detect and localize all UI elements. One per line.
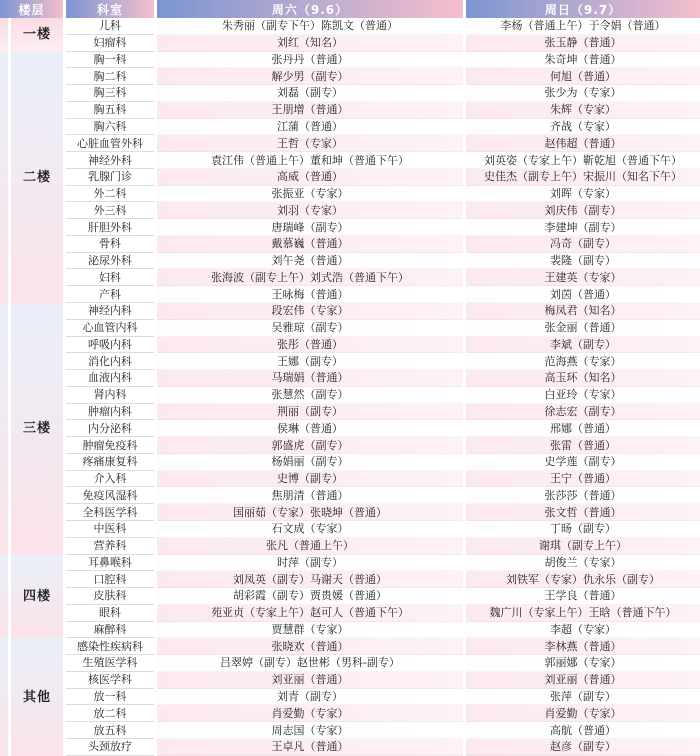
sunday-schedule-cell: 李林燕（普通） xyxy=(466,638,700,655)
saturday-schedule-cell: 刘磊（副专） xyxy=(157,85,463,102)
sunday-schedule-cell: 刘亚丽（普通） xyxy=(466,672,700,689)
sunday-schedule-cell: 朱奇坤（普通） xyxy=(466,52,700,69)
department-cell: 肝胆外科 xyxy=(66,219,154,236)
department-cell: 口腔科 xyxy=(66,571,154,588)
sunday-schedule-cell: 刘英姿（专家上午）靳乾旭（普通下午） xyxy=(466,152,700,169)
department-cell: 胸五科 xyxy=(66,102,154,119)
saturday-schedule-cell: 时萍（副专） xyxy=(157,555,463,572)
sunday-schedule-cell: 张文哲（普通） xyxy=(466,504,700,521)
sunday-schedule-cell: 朱辉（专家） xyxy=(466,102,700,119)
department-cell: 泌尿外科 xyxy=(66,253,154,270)
saturday-schedule-cell: 江蒲（普通） xyxy=(157,119,463,136)
saturday-schedule-cell: 吴雅琼（副专） xyxy=(157,320,463,337)
saturday-schedule-cell: 刘羽（专家） xyxy=(157,202,463,219)
department-cell: 消化内科 xyxy=(66,353,154,370)
sunday-schedule-cell: 白亚玲（专家） xyxy=(466,387,700,404)
saturday-schedule-cell: 侯琳（普通） xyxy=(157,420,463,437)
department-cell: 免疫风湿科 xyxy=(66,487,154,504)
department-cell: 产科 xyxy=(66,286,154,303)
saturday-schedule-cell: 杨娟丽（副专） xyxy=(157,454,463,471)
department-cell: 放二科 xyxy=(66,705,154,722)
saturday-schedule-cell: 高威（普通） xyxy=(157,169,463,186)
department-cell: 心血管内科 xyxy=(66,320,154,337)
sunday-schedule-cell: 赵伟超（普通） xyxy=(466,135,700,152)
department-cell: 疼痛康复科 xyxy=(66,454,154,471)
sunday-schedule-cell: 李杨（普通上午）于令娟（普通） xyxy=(466,18,700,35)
sunday-schedule-cell: 徐志宏（副专） xyxy=(466,404,700,421)
sunday-schedule-cell: 魏广川（专家上午）王晗（普通下午） xyxy=(466,605,700,622)
department-cell: 放五科 xyxy=(66,722,154,739)
sunday-schedule-cell: 王学良（普通） xyxy=(466,588,700,605)
saturday-schedule-cell: 唐瑞峰（副专） xyxy=(157,219,463,236)
department-cell: 肿瘤内科 xyxy=(66,404,154,421)
saturday-schedule-cell: 史博（副专） xyxy=(157,471,463,488)
saturday-schedule-cell: 王卓凡（普通） xyxy=(157,739,463,756)
sunday-schedule-cell: 张莎莎（普通） xyxy=(466,487,700,504)
sunday-schedule-cell: 刘庆伟（副专） xyxy=(466,202,700,219)
saturday-schedule-cell: 王朋增（普通） xyxy=(157,102,463,119)
department-cell: 外二科 xyxy=(66,186,154,203)
saturday-schedule-cell: 周志国（专家） xyxy=(157,722,463,739)
department-cell: 血液内科 xyxy=(66,370,154,387)
sunday-schedule-cell: 胡俊兰（专家） xyxy=(466,555,700,572)
saturday-schedule-cell: 朱秀丽（副专下午）陈凯文（普通） xyxy=(157,18,463,35)
floor-cell: 三楼 xyxy=(11,303,63,554)
department-cell: 介入科 xyxy=(66,471,154,488)
floor-strip xyxy=(0,52,8,303)
saturday-schedule-cell: 戴慕巍（普通） xyxy=(157,236,463,253)
saturday-schedule-cell: 张振亚（专家） xyxy=(157,186,463,203)
floor-cell: 一楼 xyxy=(11,18,63,52)
department-cell: 心脏血管外科 xyxy=(66,135,154,152)
sunday-schedule-cell: 刘铁军（专家）仇永乐（副专） xyxy=(466,571,700,588)
sunday-schedule-cell: 裴隆（副专） xyxy=(466,253,700,270)
department-cell: 肿瘤免疫科 xyxy=(66,437,154,454)
saturday-schedule-cell: 贾慧群（专家） xyxy=(157,622,463,639)
header-sunday-column: 周日（9.7） xyxy=(466,0,700,18)
saturday-schedule-cell: 张凡（普通上午） xyxy=(157,538,463,555)
department-cell: 神经外科 xyxy=(66,152,154,169)
sunday-schedule-cell: 刘茵（普通） xyxy=(466,286,700,303)
sunday-schedule-cell: 冯奇（副专） xyxy=(466,236,700,253)
department-cell: 头颈放疗 xyxy=(66,739,154,756)
department-cell: 麻醉科 xyxy=(66,622,154,639)
floor-cell: 四楼 xyxy=(11,555,63,639)
sunday-schedule-cell: 肖爱勤（专家） xyxy=(466,705,700,722)
sunday-schedule-cell: 郭丽娜（专家） xyxy=(466,655,700,672)
saturday-schedule-cell: 张海波（副专上午）刘式浩（普通下午） xyxy=(157,269,463,286)
saturday-schedule-cell: 王娜（副专） xyxy=(157,353,463,370)
saturday-schedule-cell: 刘午尧（普通） xyxy=(157,253,463,270)
department-cell: 胸二科 xyxy=(66,68,154,85)
saturday-schedule-cell: 刘青（副专） xyxy=(157,689,463,706)
sunday-schedule-cell: 谢琪（副专上午） xyxy=(466,538,700,555)
saturday-schedule-cell: 袁江伟（普通上午）董和坤（普通下午） xyxy=(157,152,463,169)
department-cell: 胸六科 xyxy=(66,119,154,136)
sunday-schedule-cell: 张少为（专家） xyxy=(466,85,700,102)
sunday-schedule-cell: 何旭（普通） xyxy=(466,68,700,85)
floor-cell: 其他 xyxy=(11,638,63,755)
saturday-schedule-cell: 张晓欢（普通） xyxy=(157,638,463,655)
department-cell: 骨科 xyxy=(66,236,154,253)
saturday-schedule-cell: 胡彩霞（副专）贾贵媛（普通） xyxy=(157,588,463,605)
department-cell: 呼吸内科 xyxy=(66,337,154,354)
department-cell: 生殖医学科 xyxy=(66,655,154,672)
sunday-schedule-cell: 王宁（普通） xyxy=(466,471,700,488)
saturday-schedule-cell: 石文成（专家） xyxy=(157,521,463,538)
sunday-schedule-cell: 范海燕（专家） xyxy=(466,353,700,370)
department-cell: 肾内科 xyxy=(66,387,154,404)
header-floor-column: 楼层 xyxy=(0,0,63,18)
department-cell: 核医学科 xyxy=(66,672,154,689)
department-cell: 全科医学科 xyxy=(66,504,154,521)
department-cell: 妇科 xyxy=(66,269,154,286)
saturday-schedule-cell: 苑亚贞（专家上午）赵可人（普通下午） xyxy=(157,605,463,622)
sunday-schedule-cell: 齐战（专家） xyxy=(466,119,700,136)
saturday-schedule-cell: 国丽茹（专家）张晓坤（普通） xyxy=(157,504,463,521)
saturday-schedule-cell: 吕翠婷（副专）赵世彬（男科-副专） xyxy=(157,655,463,672)
sunday-schedule-cell: 邢娜（普通） xyxy=(466,420,700,437)
sunday-schedule-cell: 张萍（副专） xyxy=(466,689,700,706)
sunday-schedule-cell: 丁旸（副专） xyxy=(466,521,700,538)
department-cell: 儿科 xyxy=(66,18,154,35)
department-cell: 内分泌科 xyxy=(66,420,154,437)
saturday-schedule-cell: 刘凤英（副专）马谢天（普通） xyxy=(157,571,463,588)
sunday-schedule-cell: 李斌（副专） xyxy=(466,337,700,354)
department-cell: 眼科 xyxy=(66,605,154,622)
sunday-schedule-cell: 史学莲（副专） xyxy=(466,454,700,471)
saturday-schedule-cell: 王咏梅（普通） xyxy=(157,286,463,303)
sunday-schedule-cell: 梅凤君（知名） xyxy=(466,303,700,320)
saturday-schedule-cell: 张彤（普通） xyxy=(157,337,463,354)
sunday-schedule-cell: 高玉环（知名） xyxy=(466,370,700,387)
sunday-schedule-cell: 李超（专家） xyxy=(466,622,700,639)
saturday-schedule-cell: 荆丽（副专） xyxy=(157,404,463,421)
department-cell: 中医科 xyxy=(66,521,154,538)
department-cell: 耳鼻喉科 xyxy=(66,555,154,572)
sunday-schedule-cell: 刘晖（专家） xyxy=(466,186,700,203)
saturday-schedule-cell: 段宏伟（专家） xyxy=(157,303,463,320)
department-cell: 放一科 xyxy=(66,689,154,706)
saturday-schedule-cell: 解少男（副专） xyxy=(157,68,463,85)
department-cell: 皮肤科 xyxy=(66,588,154,605)
sunday-schedule-cell: 赵彦（副专） xyxy=(466,739,700,756)
saturday-schedule-cell: 张慧然（副专） xyxy=(157,387,463,404)
department-cell: 神经内科 xyxy=(66,303,154,320)
saturday-schedule-cell: 刘亚丽（普通） xyxy=(157,672,463,689)
department-cell: 胸三科 xyxy=(66,85,154,102)
saturday-schedule-cell: 肖爱勤（专家） xyxy=(157,705,463,722)
saturday-schedule-cell: 焦朋清（普通） xyxy=(157,487,463,504)
floor-strip xyxy=(0,555,8,639)
floor-cell: 二楼 xyxy=(11,52,63,303)
sunday-schedule-cell: 李建坤（副专） xyxy=(466,219,700,236)
department-cell: 外三科 xyxy=(66,202,154,219)
department-cell: 感染性疾病科 xyxy=(66,638,154,655)
floor-strip xyxy=(0,303,8,554)
department-cell: 胸一科 xyxy=(66,52,154,69)
department-cell: 妇瘤科 xyxy=(66,35,154,52)
header-saturday-column: 周六（9.6） xyxy=(157,0,463,18)
saturday-schedule-cell: 张丹丹（普通） xyxy=(157,52,463,69)
sunday-schedule-cell: 高航（普通） xyxy=(466,722,700,739)
floor-strip xyxy=(0,638,8,755)
sunday-schedule-cell: 王建英（专家） xyxy=(466,269,700,286)
sunday-schedule-cell: 张金丽（普通） xyxy=(466,320,700,337)
saturday-schedule-cell: 郭盛虎（副专） xyxy=(157,437,463,454)
header-department-column: 科室 xyxy=(66,0,154,18)
floor-strip xyxy=(0,18,8,52)
saturday-schedule-cell: 王哲（专家） xyxy=(157,135,463,152)
sunday-schedule-cell: 张玉静（普通） xyxy=(466,35,700,52)
sunday-schedule-cell: 张雷（普通） xyxy=(466,437,700,454)
department-cell: 乳腺门诊 xyxy=(66,169,154,186)
department-cell: 营养科 xyxy=(66,538,154,555)
saturday-schedule-cell: 马瑞娟（普通） xyxy=(157,370,463,387)
sunday-schedule-cell: 史佳杰（副专上午）宋振川（知名下午） xyxy=(466,169,700,186)
saturday-schedule-cell: 刘红（知名） xyxy=(157,35,463,52)
